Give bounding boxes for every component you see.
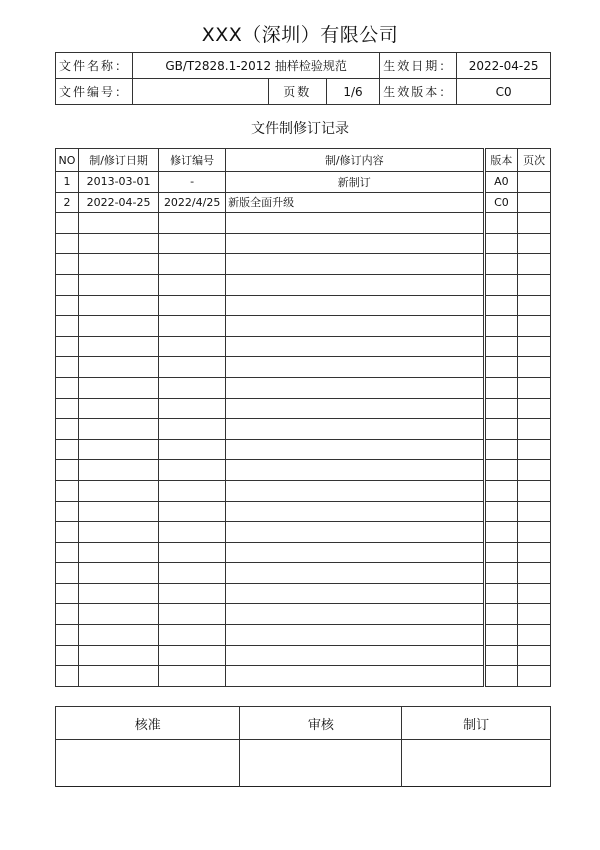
empty-cell (518, 645, 551, 666)
empty-cell (484, 583, 518, 604)
empty-cell (226, 480, 484, 501)
empty-cell (78, 501, 158, 522)
col-date: 制/修订日期 (78, 149, 158, 172)
table-row (56, 666, 551, 687)
empty-cell (226, 666, 484, 687)
empty-cell (159, 563, 226, 584)
empty-cell (159, 316, 226, 337)
empty-cell (78, 563, 158, 584)
empty-cell (484, 625, 518, 646)
empty-cell (518, 439, 551, 460)
empty-cell (518, 377, 551, 398)
empty-cell (78, 336, 158, 357)
version-label: 生效版本： (380, 79, 457, 105)
table-row (56, 604, 551, 625)
cell-rev-number: 2022/4/25 (159, 192, 226, 213)
empty-cell (56, 666, 79, 687)
empty-cell (78, 295, 158, 316)
empty-cell (56, 357, 79, 378)
doc-number-label: 文件编号： (56, 79, 133, 105)
document-info-table (55, 52, 551, 105)
table-row (56, 460, 551, 481)
empty-cell (484, 316, 518, 337)
empty-cell (518, 233, 551, 254)
empty-cell (226, 501, 484, 522)
empty-cell (518, 583, 551, 604)
empty-cell (159, 460, 226, 481)
col-rev-number: 修订编号 (159, 149, 226, 172)
empty-cell (78, 419, 158, 440)
doc-name-label: 文件名称： (56, 53, 133, 79)
revision-title: 文件制修订记录 (251, 121, 349, 137)
empty-cell (484, 357, 518, 378)
col-no: NO (56, 149, 79, 172)
empty-cell (56, 419, 79, 440)
table-row (56, 480, 551, 501)
empty-cell (159, 501, 226, 522)
empty-cell (56, 501, 79, 522)
empty-cell (56, 460, 79, 481)
empty-cell (56, 316, 79, 337)
empty-cell (78, 583, 158, 604)
empty-cell (226, 295, 484, 316)
empty-cell (226, 357, 484, 378)
revision-table (55, 148, 551, 687)
table-row (56, 645, 551, 666)
table-row (56, 377, 551, 398)
empty-cell (484, 377, 518, 398)
empty-cell (226, 460, 484, 481)
table-row (56, 398, 551, 419)
empty-cell (484, 542, 518, 563)
empty-cell (226, 336, 484, 357)
empty-cell (518, 666, 551, 687)
empty-cell (484, 645, 518, 666)
cell-date: 2022-04-25 (78, 192, 158, 213)
empty-cell (518, 213, 551, 234)
empty-cell (226, 522, 484, 543)
empty-rows (56, 213, 551, 687)
page-count-value: 1/6 (326, 79, 379, 105)
table-row (56, 172, 551, 193)
empty-cell (56, 604, 79, 625)
empty-cell (78, 233, 158, 254)
version-value: C0 (457, 79, 551, 105)
empty-cell (159, 233, 226, 254)
empty-cell (226, 213, 484, 234)
empty-cell (226, 583, 484, 604)
empty-cell (518, 357, 551, 378)
table-row (56, 563, 551, 584)
empty-cell (226, 542, 484, 563)
approve-label: 核准 (56, 707, 240, 740)
table-row (56, 357, 551, 378)
table-row (56, 213, 551, 234)
table-row (56, 233, 551, 254)
empty-cell (159, 377, 226, 398)
empty-cell (226, 645, 484, 666)
table-row (56, 419, 551, 440)
cell-content: 新版全面升级 (226, 192, 484, 213)
table-row (56, 583, 551, 604)
empty-cell (159, 439, 226, 460)
empty-cell (78, 439, 158, 460)
empty-cell (159, 357, 226, 378)
table-row (56, 274, 551, 295)
empty-cell (226, 563, 484, 584)
empty-cell (226, 604, 484, 625)
empty-cell (484, 563, 518, 584)
empty-cell (78, 377, 158, 398)
empty-cell (78, 460, 158, 481)
empty-cell (78, 316, 158, 337)
empty-cell (159, 398, 226, 419)
empty-cell (484, 213, 518, 234)
table-row (56, 254, 551, 275)
empty-cell (484, 398, 518, 419)
empty-cell (78, 254, 158, 275)
col-pages: 页次 (518, 149, 551, 172)
table-row (56, 522, 551, 543)
approve-signature-cell (56, 740, 240, 787)
review-signature-cell (240, 740, 402, 787)
empty-cell (226, 274, 484, 295)
empty-cell (56, 398, 79, 419)
empty-cell (159, 213, 226, 234)
empty-cell (56, 336, 79, 357)
table-row (56, 295, 551, 316)
empty-cell (78, 645, 158, 666)
empty-cell (56, 254, 79, 275)
doc-name-value: GB/T2828.1-2012 抽样检验规范 (132, 53, 379, 79)
empty-cell (78, 604, 158, 625)
table-row (56, 192, 551, 213)
empty-cell (484, 336, 518, 357)
empty-cell (226, 233, 484, 254)
empty-cell (226, 625, 484, 646)
empty-cell (78, 398, 158, 419)
empty-cell (484, 666, 518, 687)
doc-number-value (132, 79, 268, 105)
table-row (56, 336, 551, 357)
empty-cell (518, 336, 551, 357)
cell-version: C0 (484, 192, 518, 213)
empty-cell (484, 604, 518, 625)
table-row (56, 316, 551, 337)
empty-cell (484, 480, 518, 501)
empty-cell (78, 625, 158, 646)
empty-cell (56, 274, 79, 295)
empty-cell (484, 501, 518, 522)
empty-cell (484, 419, 518, 440)
empty-cell (518, 460, 551, 481)
empty-cell (484, 439, 518, 460)
empty-cell (159, 274, 226, 295)
empty-cell (56, 439, 79, 460)
empty-cell (226, 316, 484, 337)
empty-cell (226, 254, 484, 275)
empty-cell (159, 419, 226, 440)
prepare-signature-cell (402, 740, 551, 787)
empty-cell (78, 213, 158, 234)
empty-cell (484, 460, 518, 481)
empty-cell (518, 501, 551, 522)
cell-content: 新制订 (226, 172, 484, 193)
empty-cell (56, 233, 79, 254)
empty-cell (56, 213, 79, 234)
col-version: 版本 (484, 149, 518, 172)
empty-cell (518, 419, 551, 440)
cell-no: 1 (56, 172, 79, 193)
empty-cell (226, 377, 484, 398)
empty-cell (78, 522, 158, 543)
empty-cell (159, 542, 226, 563)
empty-cell (56, 645, 79, 666)
empty-cell (484, 295, 518, 316)
empty-cell (518, 604, 551, 625)
table-row (56, 625, 551, 646)
empty-cell (518, 522, 551, 543)
empty-cell (159, 336, 226, 357)
empty-cell (159, 666, 226, 687)
empty-cell (518, 542, 551, 563)
table-row (56, 542, 551, 563)
empty-cell (518, 563, 551, 584)
effective-date-label: 生效日期： (380, 53, 457, 79)
empty-cell (518, 480, 551, 501)
empty-cell (56, 542, 79, 563)
table-row (56, 439, 551, 460)
empty-cell (56, 625, 79, 646)
empty-cell (518, 398, 551, 419)
empty-cell (56, 377, 79, 398)
empty-cell (56, 583, 79, 604)
empty-cell (78, 480, 158, 501)
empty-cell (159, 604, 226, 625)
empty-cell (56, 563, 79, 584)
empty-cell (78, 274, 158, 295)
empty-cell (226, 419, 484, 440)
empty-cell (518, 625, 551, 646)
cell-version: A0 (484, 172, 518, 193)
prepare-label: 制订 (402, 707, 551, 740)
empty-cell (78, 542, 158, 563)
empty-cell (518, 316, 551, 337)
empty-cell (484, 254, 518, 275)
empty-cell (226, 439, 484, 460)
cell-rev-number: - (159, 172, 226, 193)
empty-cell (518, 274, 551, 295)
approval-table (55, 706, 551, 787)
empty-cell (78, 666, 158, 687)
empty-cell (78, 357, 158, 378)
empty-cell (56, 295, 79, 316)
empty-cell (518, 254, 551, 275)
cell-pages (518, 172, 551, 193)
empty-cell (56, 480, 79, 501)
empty-cell (159, 625, 226, 646)
empty-cell (484, 274, 518, 295)
empty-cell (159, 254, 226, 275)
empty-cell (518, 295, 551, 316)
empty-cell (159, 583, 226, 604)
review-label: 审核 (240, 707, 402, 740)
page-count-label: 页数 (268, 79, 326, 105)
empty-cell (56, 522, 79, 543)
col-content: 制/修订内容 (226, 149, 484, 172)
empty-cell (159, 522, 226, 543)
effective-date-value: 2022-04-25 (457, 53, 551, 79)
cell-date: 2013-03-01 (78, 172, 158, 193)
cell-no: 2 (56, 192, 79, 213)
empty-cell (484, 522, 518, 543)
revision-header-row (56, 149, 551, 172)
company-title: XXX（深圳）有限公司 (201, 24, 399, 46)
empty-cell (484, 233, 518, 254)
empty-cell (159, 480, 226, 501)
cell-pages (518, 192, 551, 213)
empty-cell (226, 398, 484, 419)
empty-cell (159, 645, 226, 666)
empty-cell (159, 295, 226, 316)
table-row (56, 501, 551, 522)
